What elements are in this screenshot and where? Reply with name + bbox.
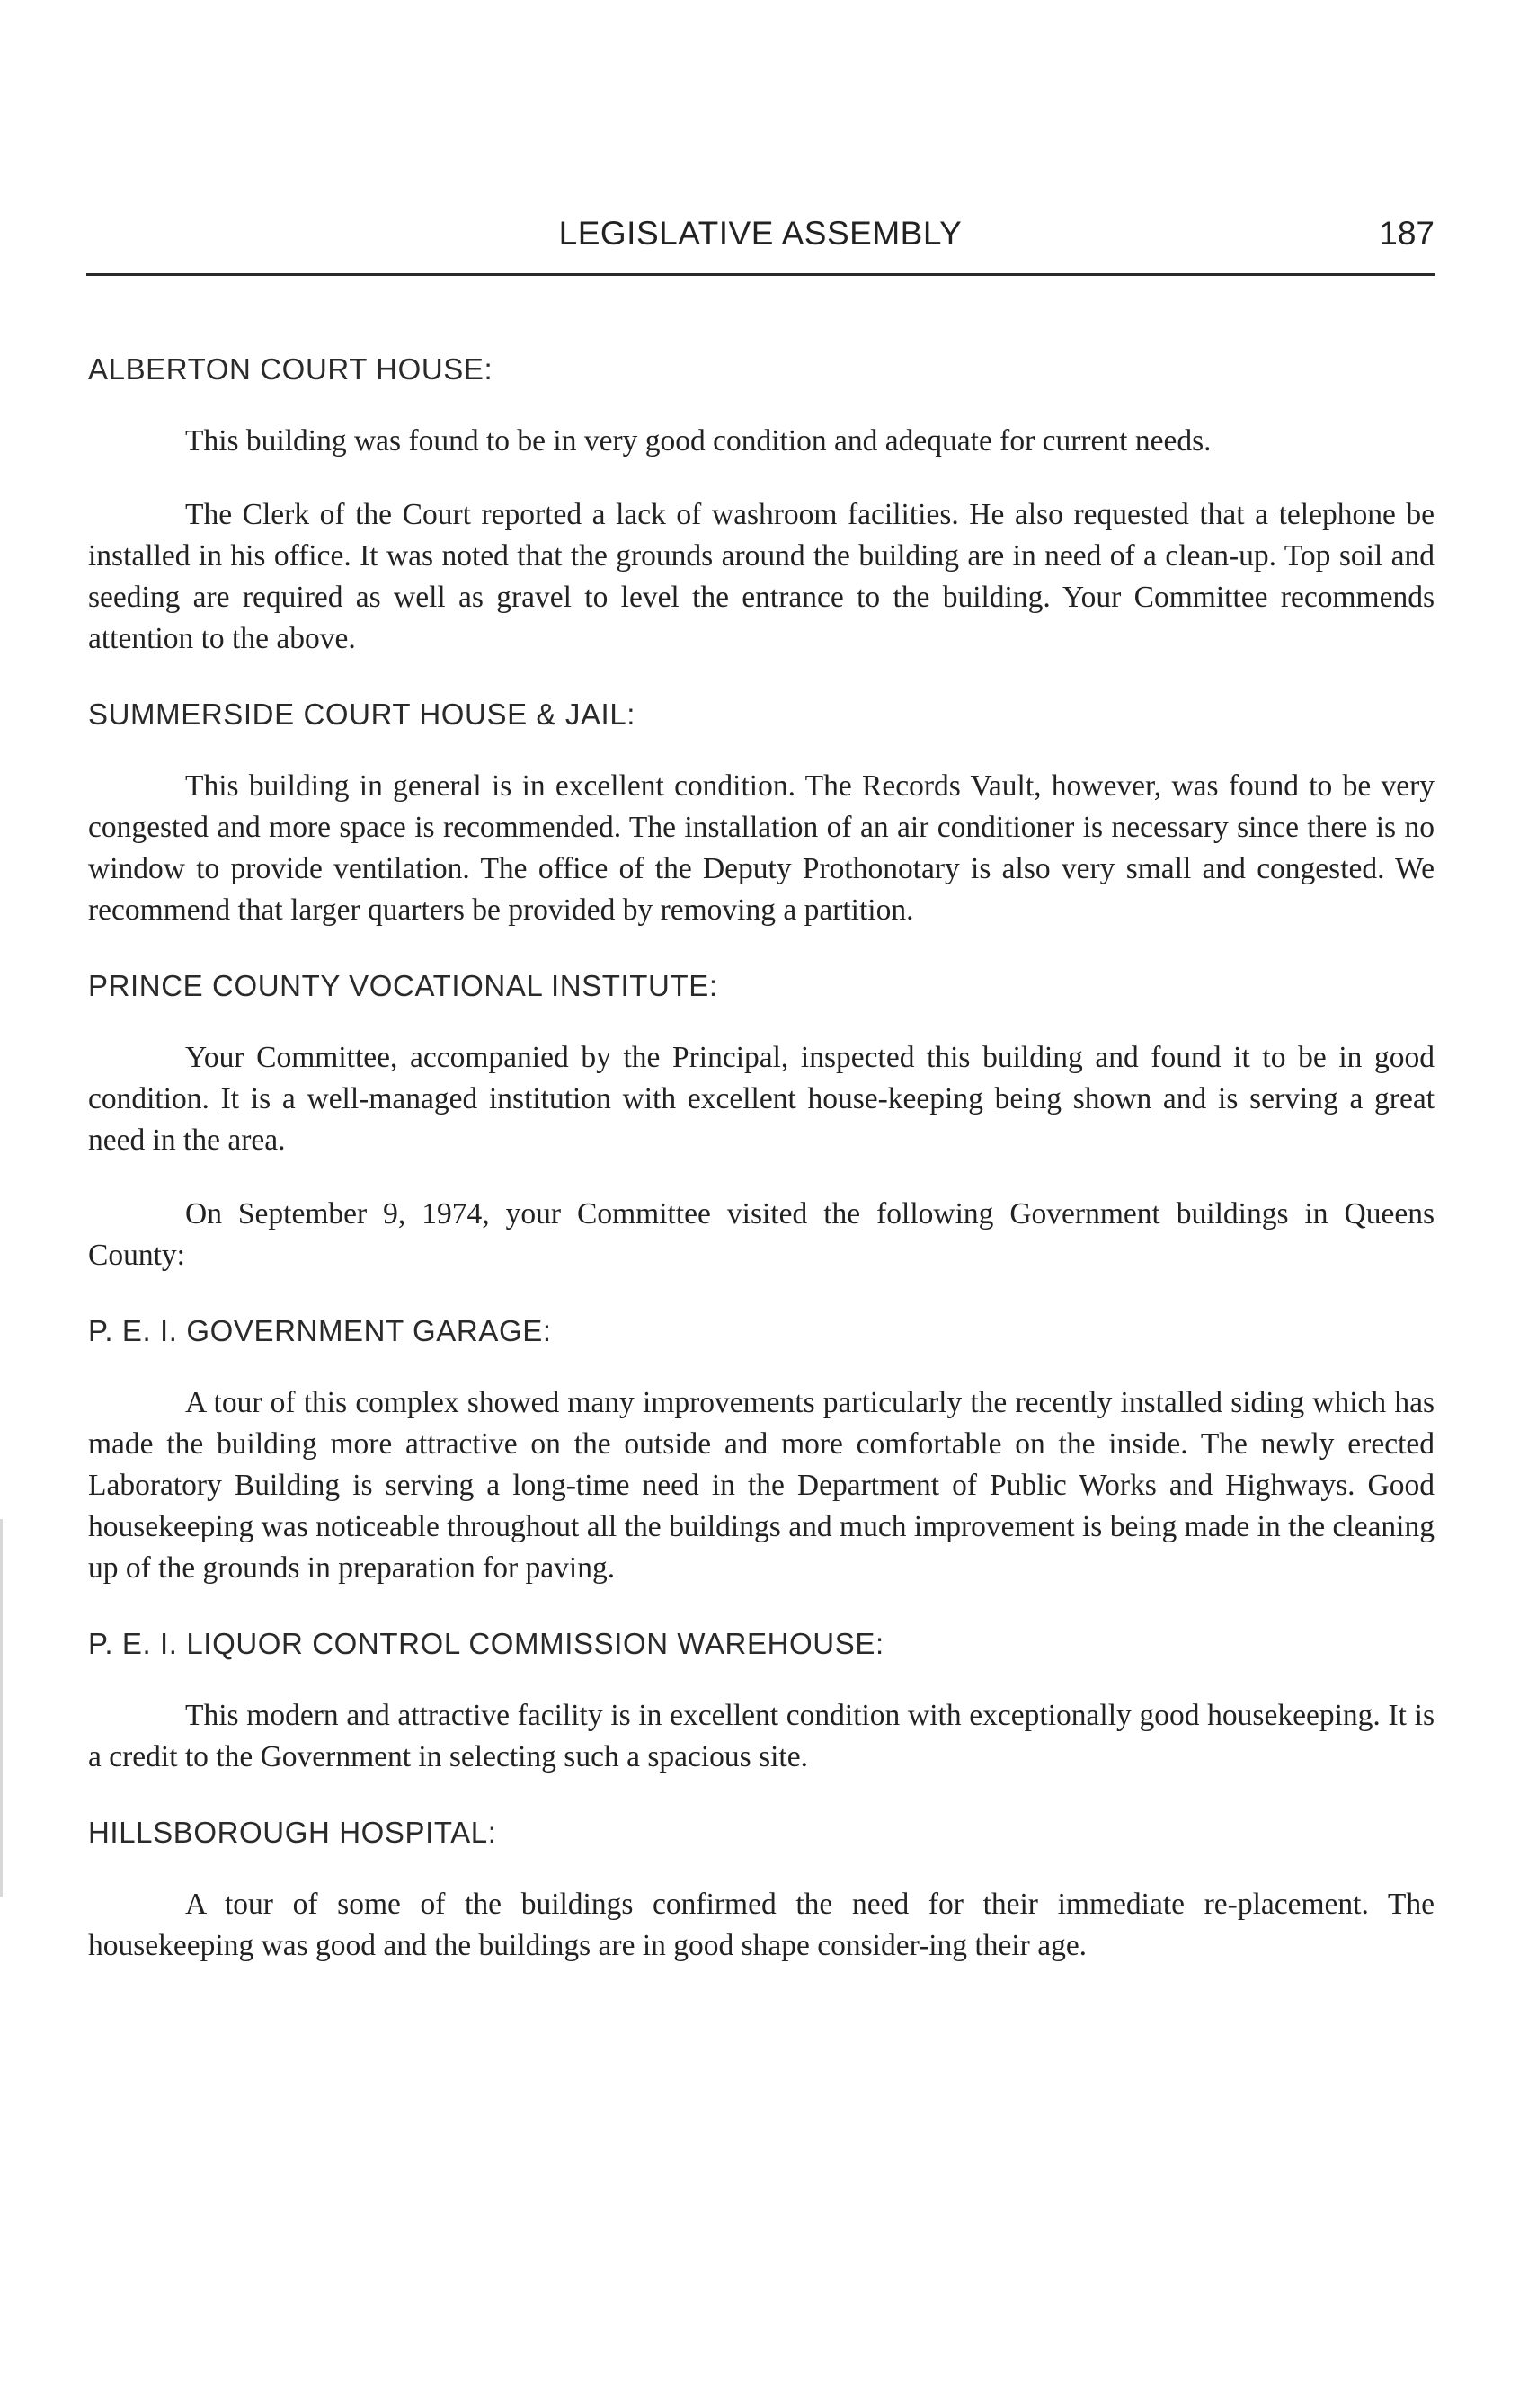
paragraph: This building was found to be in very good condition and adequate for current needs. — [185, 424, 1212, 458]
section-heading: P. E. I. LIQUOR CONTROL COMMISSION WAREHOUSE: — [88, 1627, 884, 1660]
section-heading: SUMMERSIDE COURT HOUSE & JAIL: — [88, 698, 636, 731]
paragraph: This modern and attractive facility is in excellent condition with exceptionally good housekeeping. It is a credit to the Government in selecting such a spacious site. — [88, 1699, 1435, 1773]
section-pei-liquor-control-commission-warehouse — [88, 1625, 1435, 1778]
section-heading: ALBERTON COURT HOUSE: — [88, 352, 493, 386]
paragraph: The Clerk of the Court reported a lack of washroom facilities. He also requested that a telephone be installed in his office. It was noted that the grounds around the building are in need of a clean-up. Top soil and seeding are required as well as gravel to level the entrance to the building. Your Committee recommends attention to the above. — [88, 498, 1435, 655]
section-summerside-court-house — [88, 696, 1435, 931]
page-number: 187 — [1379, 215, 1435, 252]
page-edge-shadow — [0, 1519, 3, 1897]
page-body — [88, 351, 1435, 1999]
section-alberton-court-house — [88, 351, 1435, 660]
section-heading: PRINCE COUNTY VOCATIONAL INSTITUTE: — [88, 969, 718, 1002]
paragraph: Your Committee, accompanied by the Principal, inspected this building and found it to be in good condition. It is a well-managed institution with excellent house-keeping being shown and is serving a great need in the area. — [88, 1041, 1435, 1157]
paragraph: On September 9, 1974, your Committee visited the following Government buildings in Queens County: — [88, 1197, 1435, 1272]
running-title: LEGISLATIVE ASSEMBLY — [558, 215, 963, 252]
header-rule — [86, 273, 1435, 276]
paragraph: This building in general is in excellent condition. The Records Vault, however, was found to be very congested and more space is recommended. The installation of an air conditioner is necessary since there is no window to provide ventilation. The office of the Deputy Prothonotary is also very small and congested. We recommend that larger quarters be provided by removing a partition. — [88, 769, 1435, 927]
section-heading: HILLSBOROUGH HOSPITAL: — [88, 1816, 497, 1849]
section-heading: P. E. I. GOVERNMENT GARAGE: — [88, 1314, 552, 1347]
section-prince-county-vocational-institute — [88, 967, 1435, 1276]
paragraph: A tour of this complex showed many improvements particularly the recently installed siding which has made the building more attractive on the outside and more comfortable on the inside. The newly erected Laboratory Building is serving a long-time need in the Department of Public Works and Highways. Good housekeeping was noticeable throughout all the buildings and much improvement is being made in the cleaning up of the grounds in preparation for paving. — [88, 1386, 1435, 1585]
section-hillsborough-hospital — [88, 1814, 1435, 1967]
section-pei-government-garage — [88, 1312, 1435, 1589]
page-header — [86, 214, 1435, 268]
paragraph: A tour of some of the buildings confirmed the need for their immediate re-placement. The housekeeping was good and the buildings are in good shape consider-ing their age. — [88, 1888, 1435, 1962]
